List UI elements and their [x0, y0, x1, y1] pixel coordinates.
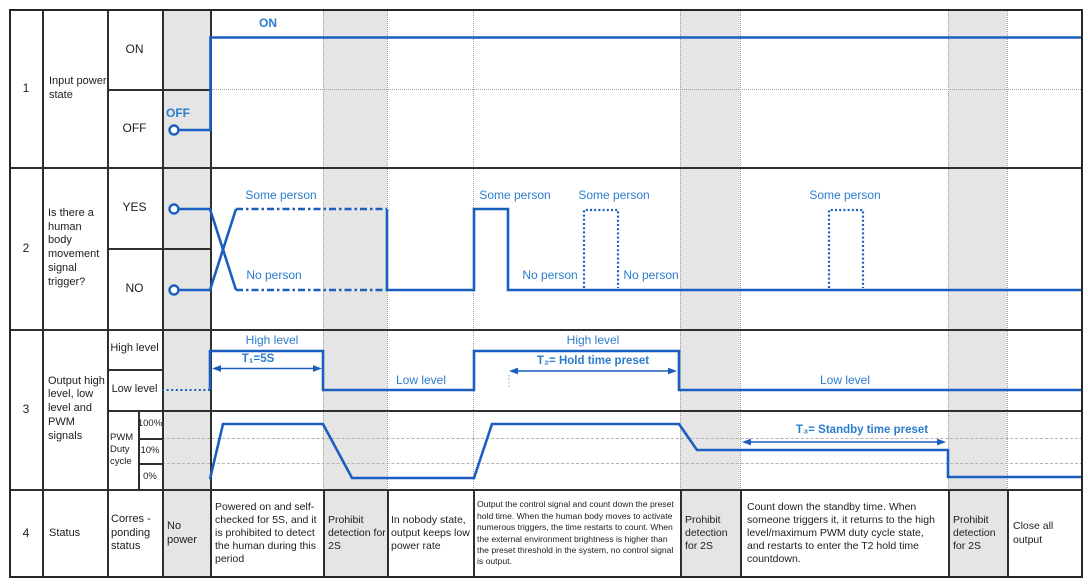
no-person-label-3: No person	[623, 268, 679, 282]
no-person-label-2: No person	[522, 268, 578, 282]
row3-pwm-100-cell: 100%	[137, 418, 163, 430]
low-level-label-1: Low level	[395, 373, 447, 387]
row4-label: Status	[49, 526, 81, 539]
status-close-all-cell: Close all output	[1013, 520, 1054, 546]
row1-number: 1	[22, 81, 30, 95]
status-powered-on-cell: Powered on and self-checked for 5S, and it is prohibited to detect the human during this period	[215, 500, 317, 566]
no-person-label-1: No person	[246, 268, 302, 282]
t2-label: T₂= Hold time preset	[536, 355, 650, 367]
status-output-control-cell: Output the control signal and count down the preset hold time. When the human body moves to activate numerous triggers, the time restarts to count. When the external environment brightness is higher than the preset threshold in the system, no control signal is output.	[477, 499, 674, 567]
t3-label: T₃= Standby time preset	[795, 424, 929, 436]
status-prohibit-cell-2: Prohibit detection for 2S	[685, 513, 728, 553]
row3-pwm-10-cell: 10%	[140, 444, 160, 456]
row4-number: 4	[22, 526, 30, 540]
status-nobody-cell: In nobody state, output keeps low power rate	[391, 513, 470, 553]
row2-label: Is there a human body movement signal trigger?	[48, 206, 100, 288]
row3-label: Output high level, low level and PWM signals	[48, 374, 105, 442]
status-prohibit-cell-3: Prohibit detection for 2S	[953, 513, 996, 553]
some-person-label-3: Some person	[578, 188, 650, 202]
row2-no-cell: NO	[125, 281, 144, 295]
low-level-label-2: Low level	[819, 373, 871, 387]
status-prohibit-cell-1: Prohibit detection for 2S	[328, 513, 386, 553]
t1-label: T₁=5S	[241, 353, 275, 365]
row1-label: Input power state	[49, 74, 107, 101]
status-countdown-cell: Count down the standby time. When someone triggers it, it returns to the high level/maximum PWM duty cycle state, and restarts to enter the T2 hold time countdown.	[747, 500, 935, 566]
row2-number: 2	[22, 240, 30, 255]
row2-yes-cell: YES	[122, 200, 147, 214]
on-signal-label: ON	[259, 16, 277, 30]
high-level-label-1: High level	[245, 333, 299, 347]
status-corresponding-cell: Corres -ponding status	[111, 512, 151, 553]
row3-number: 3	[22, 401, 30, 416]
row3-high-level-cell: High level	[110, 342, 159, 355]
off-signal-label: OFF	[166, 106, 190, 120]
row3-pwm-0-cell: 0%	[143, 470, 157, 482]
row1-off-cell: OFF	[122, 120, 147, 135]
some-person-label-1: Some person	[245, 188, 317, 202]
some-person-label-2: Some person	[479, 188, 551, 202]
some-person-label-4: Some person	[809, 188, 881, 202]
row3-low-level-cell: Low level	[111, 382, 158, 395]
status-no-power-cell: No power	[167, 519, 197, 546]
high-level-label-2: High level	[566, 333, 620, 347]
row1-on-cell: ON	[125, 42, 144, 56]
row3-pwm-label-cell: PWM Duty cycle	[110, 432, 134, 467]
